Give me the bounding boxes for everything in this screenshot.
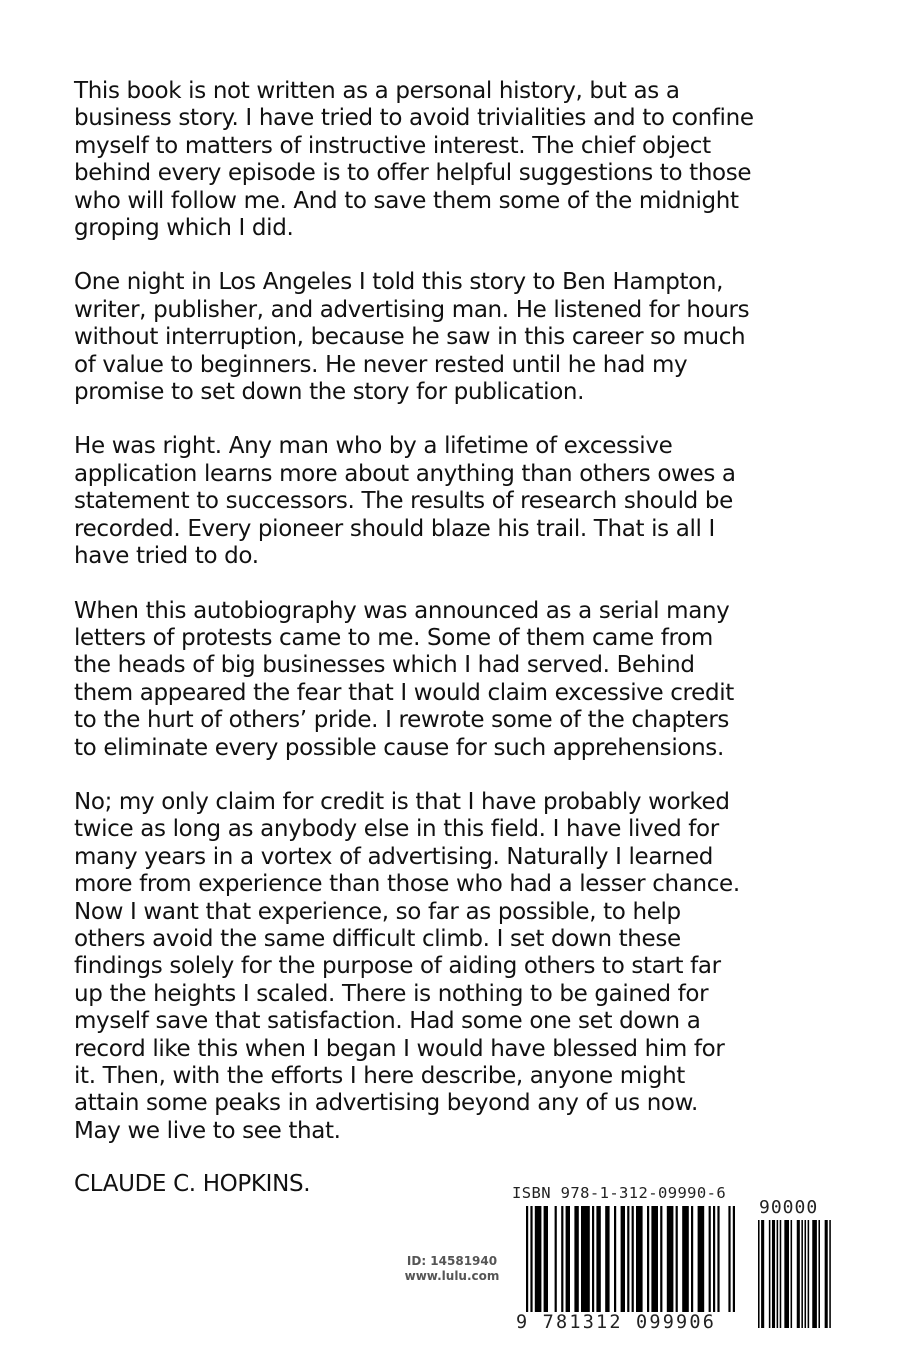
addon-bar-15 bbox=[829, 1220, 831, 1328]
addon-bar-13 bbox=[818, 1220, 820, 1328]
ean-bar-20 bbox=[667, 1206, 674, 1312]
addon-bar-5 bbox=[780, 1220, 782, 1328]
ean-bar-3 bbox=[544, 1206, 548, 1312]
addon-bar-0 bbox=[758, 1220, 760, 1328]
barcode-number: 9 781312 099906 bbox=[512, 1312, 746, 1334]
ean-bar-12 bbox=[614, 1206, 616, 1312]
ean-bar-11 bbox=[605, 1206, 609, 1312]
ean-bar-7 bbox=[574, 1206, 578, 1312]
ean-bar-16 bbox=[636, 1206, 643, 1312]
addon-bar-8 bbox=[797, 1220, 800, 1328]
ean-bar-2 bbox=[535, 1206, 542, 1312]
paragraph-2: One night in Los Angeles I told this story to Ben Hampton, writer, publisher, and advertising man. He listened for hours without interruption, because he saw in this career so much of value to beginners. He never rested until he had my promise to set down the story for publication. bbox=[74, 269, 750, 406]
addon-bar-1 bbox=[761, 1220, 764, 1328]
addon-bar-6 bbox=[784, 1220, 789, 1328]
addon-bar-12 bbox=[812, 1220, 817, 1328]
lulu-id: ID: 14581940 bbox=[406, 1254, 498, 1268]
addon-bar-3 bbox=[772, 1220, 775, 1328]
ean-bar-27 bbox=[717, 1206, 719, 1312]
lulu-site: www.lulu.com bbox=[404, 1269, 500, 1283]
addon-bar-2 bbox=[769, 1220, 771, 1328]
ean-bar-25 bbox=[709, 1206, 711, 1312]
ean-bar-9 bbox=[592, 1206, 594, 1312]
ean-bar-6 bbox=[566, 1206, 570, 1312]
paragraph-1: This book is not written as a personal history, but as a business story. I have tried to avoid trivialities and to confine myself to matters of instructive interest. The chief object behind every episode is to offer helpful suggestions to those who will follow me. And to save them some of the midnight groping which I did. bbox=[74, 78, 754, 242]
ean-bar-13 bbox=[621, 1206, 625, 1312]
addon-bar-11 bbox=[808, 1220, 810, 1328]
addon-barcode bbox=[758, 1220, 834, 1330]
paragraph-3: He was right. Any man who by a lifetime of excessive application learns more about anything than others owes a statement to successors. The results of research should be recorded. Every pioneer should blaze his trail. That is all I have tried to do. bbox=[74, 433, 736, 570]
ean-bar-4 bbox=[555, 1206, 557, 1312]
isbn-text: ISBN 978-1-312-09990-6 bbox=[512, 1184, 727, 1202]
ean-bar-5 bbox=[561, 1206, 563, 1312]
addon-bar-7 bbox=[791, 1220, 793, 1328]
addon-bar-4 bbox=[777, 1220, 779, 1328]
lulu-label bbox=[391, 1254, 513, 1284]
ean-bar-8 bbox=[581, 1206, 590, 1312]
ean-bar-24 bbox=[698, 1206, 705, 1312]
ean-bar-19 bbox=[660, 1206, 662, 1312]
ean-bar-18 bbox=[651, 1206, 658, 1312]
ean-bar-22 bbox=[682, 1206, 689, 1312]
addon-bar-10 bbox=[805, 1220, 807, 1328]
ean-bar-21 bbox=[676, 1206, 678, 1312]
addon-bar-9 bbox=[801, 1220, 803, 1328]
addon-digits: 90000 bbox=[759, 1197, 819, 1218]
ean-bar-26 bbox=[713, 1206, 715, 1312]
author-signature: CLAUDE C. HOPKINS. bbox=[74, 1171, 311, 1197]
ean-bar-17 bbox=[647, 1206, 649, 1312]
paragraph-4: When this autobiography was announced as a serial many letters of protests came to me. Some of them came from the heads of big businesses which I had served. Behind them appeared the fear that I would claim excessive credit to the hurt of others’ pride. I rewrote some of the chapters to eliminate every possible cause for such apprehensions. bbox=[74, 597, 734, 761]
addon-bar-14 bbox=[825, 1220, 828, 1328]
preface-text bbox=[74, 78, 844, 1172]
ean-bar-23 bbox=[691, 1206, 693, 1312]
paragraph-5: No; my only claim for credit is that I have probably worked twice as long as anybody else in this field. I have lived for many years in a vortex of advertising. Naturally I learned more from experience than those who had a lesser chance. Now I want that experience, so far as possible, to help others avoid the same difficult climb. I set down these findings solely for the purpose of aiding others to start far up the heights I scaled. There is nothing to be gained for myself save that satisfaction. Had some one set down a record like this when I began I would have blessed him for it. Then, with the efforts I here describe, anyone might attain some peaks in advertising beyond any of us now. May we live to see that. bbox=[74, 788, 740, 1144]
ean-bar-10 bbox=[596, 1206, 600, 1312]
